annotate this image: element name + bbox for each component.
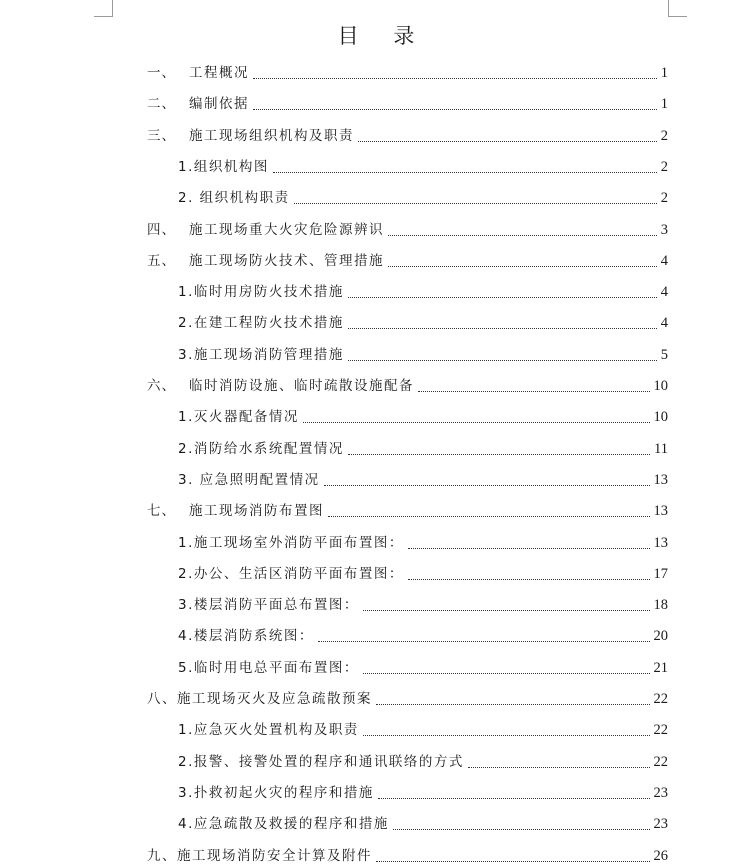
toc-dot-leader	[358, 140, 657, 142]
toc-page-number: 21	[653, 659, 668, 676]
toc-entry[interactable]	[178, 467, 668, 489]
toc-entry[interactable]	[178, 279, 668, 301]
toc-page-number: 1	[660, 96, 668, 113]
toc-entry-number: 四、	[147, 221, 176, 238]
toc-page-number: 17	[653, 565, 668, 582]
toc-entry[interactable]	[147, 843, 668, 865]
toc-dot-leader	[328, 515, 650, 517]
toc-entry-title: 2.在建工程防火技术措施	[178, 315, 344, 332]
toc-dot-leader	[253, 77, 657, 79]
toc-dot-leader	[393, 828, 650, 830]
toc-title: 目 录	[337, 24, 429, 48]
toc-page-number: 10	[653, 409, 668, 426]
toc-entry-number: 五、	[147, 252, 176, 269]
toc-dot-leader	[418, 390, 650, 392]
toc-entry[interactable]	[147, 248, 668, 270]
toc-page-number: 20	[653, 628, 668, 645]
toc-dot-leader	[273, 171, 657, 173]
toc-entry-title: 2.消防给水系统配置情况	[178, 440, 344, 457]
toc-dot-leader	[348, 359, 657, 361]
toc-dot-leader	[303, 421, 650, 423]
toc-entry[interactable]	[147, 686, 668, 708]
toc-dot-leader	[348, 296, 657, 298]
toc-page-number: 22	[653, 753, 668, 770]
toc-dot-leader	[363, 609, 650, 611]
toc-entry-number: 二、	[147, 96, 176, 113]
toc-entry-title: 临时消防设施、临时疏散设施配备	[189, 378, 414, 394]
toc-entry[interactable]	[178, 780, 668, 802]
toc-entry-title: 1.临时用房防火技术措施	[178, 284, 344, 301]
toc-entry[interactable]	[178, 811, 668, 833]
toc-dot-leader	[388, 265, 657, 267]
toc-entry-title: 1.灭火器配备情况	[178, 409, 299, 426]
toc-entry-title: 1.应急灭火处置机构及职责	[178, 722, 359, 739]
toc-page-number: 22	[653, 691, 668, 707]
toc-entry[interactable]	[178, 185, 668, 207]
toc-entry[interactable]	[178, 561, 668, 583]
toc-page-number: 4	[660, 315, 668, 332]
toc-entry-title: 1.施工现场室外消防平面布置图：	[178, 534, 404, 551]
toc-dot-leader	[318, 640, 650, 642]
page-corner-mark-left	[94, 0, 113, 17]
toc-dot-leader	[363, 672, 650, 674]
toc-page-number: 13	[653, 534, 668, 551]
toc-entry-title: 3.扑救初起火灾的程序和措施	[178, 784, 374, 801]
toc-entry-title: 九、施工现场消防安全计算及附件	[147, 847, 372, 864]
toc-entry[interactable]	[147, 60, 668, 82]
toc-entry[interactable]	[178, 655, 668, 677]
toc-entry[interactable]	[147, 217, 668, 239]
toc-page-number: 23	[653, 784, 668, 801]
toc-entry[interactable]	[178, 623, 668, 645]
toc-page-number: 2	[660, 158, 668, 175]
toc-page-number: 11	[654, 440, 668, 457]
toc-entry[interactable]	[178, 749, 668, 771]
toc-page-number: 1	[660, 65, 668, 81]
toc-entry-title: 2. 组织机构职责	[178, 190, 290, 207]
toc-entry[interactable]	[147, 123, 668, 145]
toc-dot-leader	[253, 108, 657, 110]
toc-page-number: 23	[653, 816, 668, 833]
toc-entry[interactable]	[178, 404, 668, 426]
toc-entry-title: 八、施工现场灭火及应急疏散预案	[147, 691, 372, 707]
toc-dot-leader	[468, 766, 650, 768]
toc-entry[interactable]	[178, 717, 668, 739]
toc-page-number: 4	[660, 252, 668, 269]
toc-page-number: 4	[660, 284, 668, 301]
toc-entry[interactable]	[178, 342, 668, 364]
toc-entry-title: 3.楼层消防平面总布置图：	[178, 597, 359, 614]
toc-dot-leader	[348, 453, 650, 455]
toc-page-number: 2	[660, 190, 668, 207]
toc-page-number: 5	[660, 346, 668, 363]
toc-entry-title: 施工现场重大火灾危险源辨识	[189, 221, 384, 238]
toc-entry-title: 4.楼层消防系统图：	[178, 628, 314, 645]
toc-page-number: 18	[653, 597, 668, 614]
toc-entry[interactable]	[178, 154, 668, 176]
toc-entry-title: 2.办公、生活区消防平面布置图：	[178, 565, 404, 582]
toc-page-number: 3	[660, 221, 668, 238]
toc-page-number: 13	[653, 503, 668, 520]
toc-entry[interactable]	[178, 310, 668, 332]
toc-dot-leader	[348, 327, 657, 329]
toc-dot-leader	[363, 734, 650, 736]
toc-entry-number: 一、	[147, 65, 176, 81]
toc-dot-leader	[408, 578, 650, 580]
toc-page-number: 13	[653, 471, 668, 488]
toc-entry[interactable]	[147, 373, 668, 395]
toc-entry[interactable]	[178, 436, 668, 458]
toc-entry-title: 施工现场消防布置图	[189, 503, 324, 520]
toc-entry[interactable]	[178, 592, 668, 614]
toc-entry-number: 三、	[147, 127, 176, 144]
toc-entry-title: 5.临时用电总平面布置图：	[178, 659, 359, 676]
toc-entry-title: 4.应急疏散及救援的程序和措施	[178, 816, 389, 833]
toc-dot-leader	[324, 484, 650, 486]
toc-page-number: 2	[660, 127, 668, 144]
toc-entry-number: 六、	[147, 378, 176, 394]
toc-dot-leader	[408, 547, 650, 549]
toc-dot-leader	[294, 202, 657, 204]
toc-dot-leader	[376, 860, 650, 862]
toc-entry-number: 七、	[147, 503, 176, 520]
toc-page-number: 10	[653, 378, 668, 394]
toc-entry[interactable]	[147, 91, 668, 113]
toc-page-number: 22	[653, 722, 668, 739]
toc-dot-leader	[376, 703, 650, 705]
toc-entry-title: 3. 应急照明配置情况	[178, 471, 320, 488]
toc-entry-title: 2.报警、接警处置的程序和通讯联络的方式	[178, 753, 464, 770]
toc-entry-title: 施工现场组织机构及职责	[189, 127, 354, 144]
toc-page-number: 26	[653, 847, 668, 864]
toc-entry-title: 1.组织机构图	[178, 158, 269, 175]
toc-dot-leader	[378, 797, 650, 799]
toc-entry-title: 3.施工现场消防管理措施	[178, 346, 344, 363]
toc-entry-title: 施工现场防火技术、管理措施	[189, 252, 384, 269]
toc-entry[interactable]	[147, 498, 668, 520]
toc-entry-title: 编制依据	[189, 96, 249, 113]
toc-dot-leader	[388, 234, 657, 236]
toc-entry[interactable]	[178, 530, 668, 552]
page-corner-mark-right	[668, 0, 687, 17]
toc-entry-title: 工程概况	[189, 65, 249, 81]
